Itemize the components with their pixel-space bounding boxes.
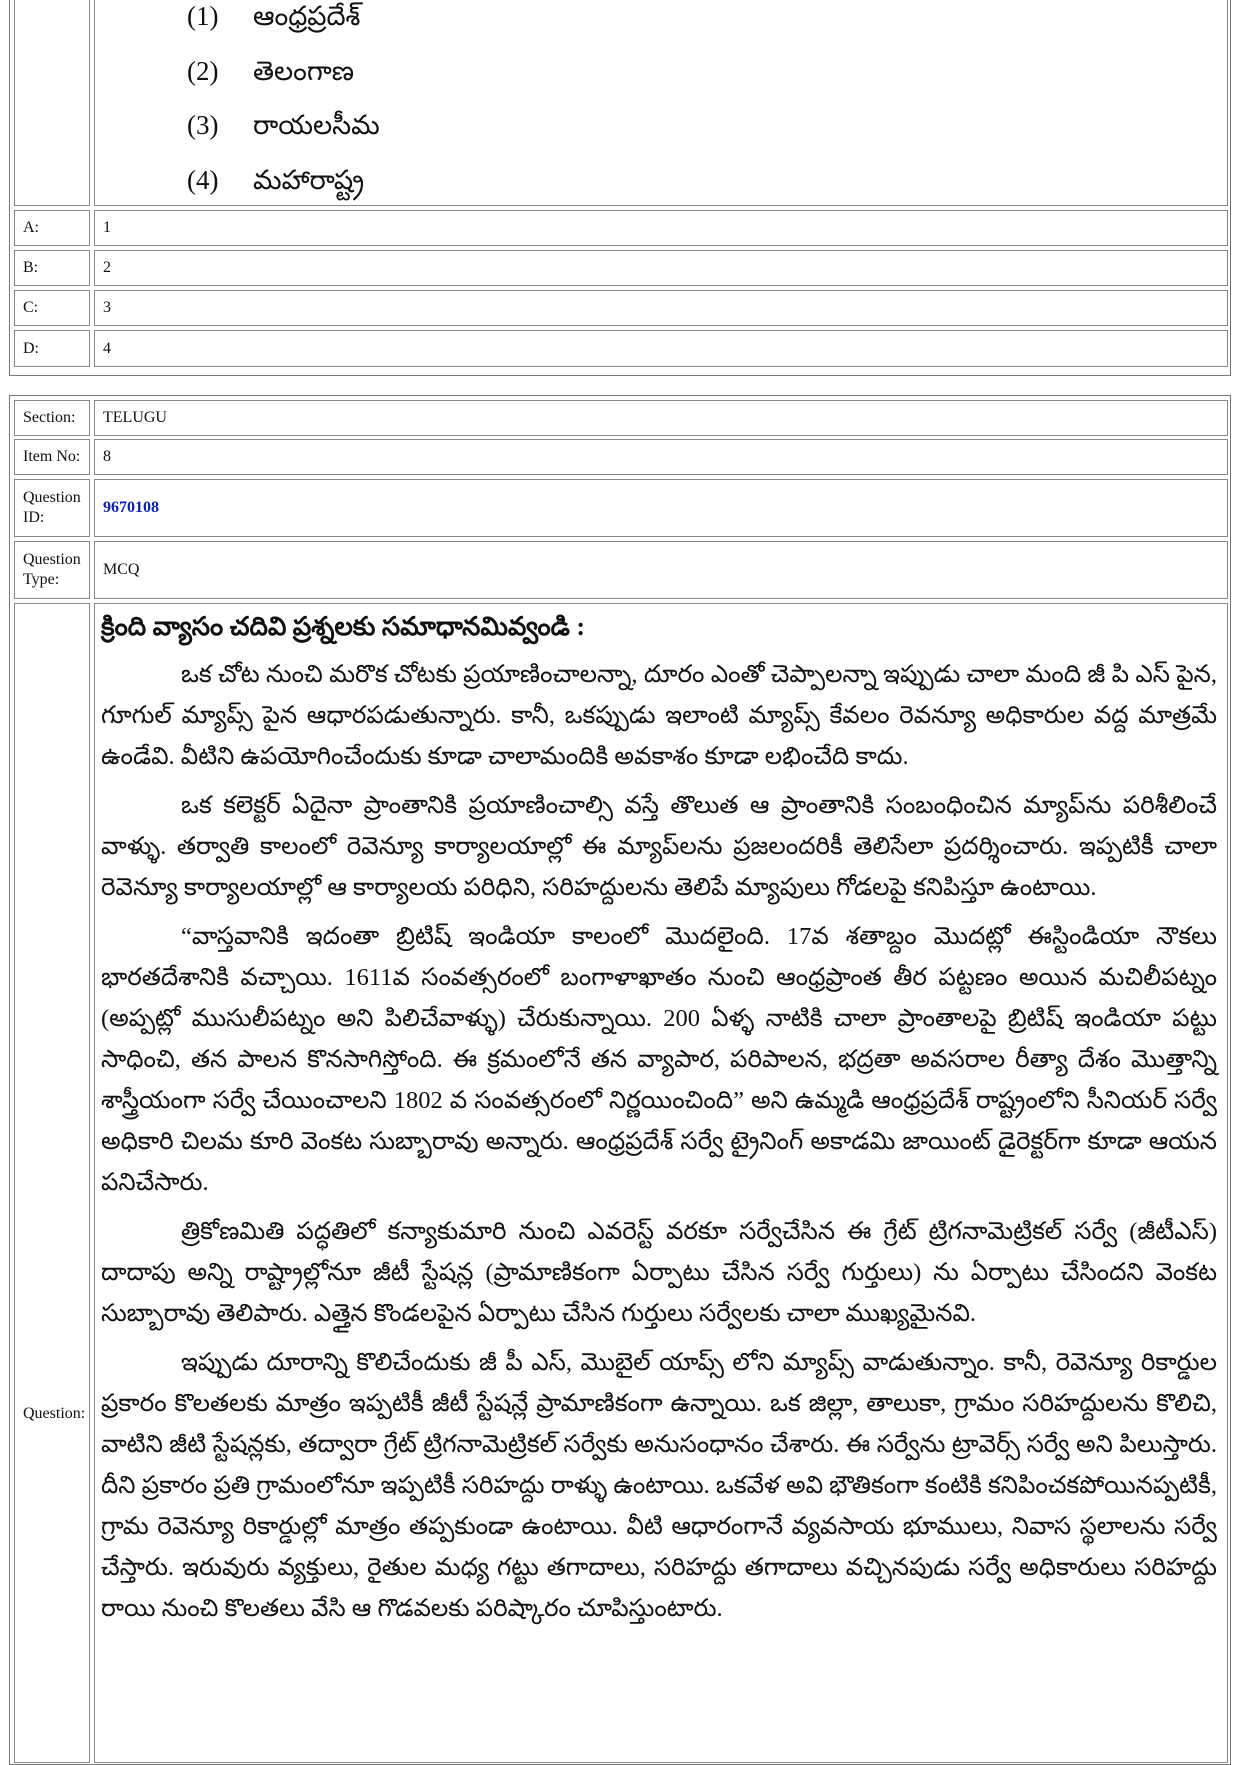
option-number: (3) [187, 110, 219, 140]
option-number: (2) [187, 56, 219, 86]
option-1 [187, 1, 360, 39]
option-number: (1) [187, 1, 219, 31]
option-text: తెలంగాణ [253, 56, 355, 86]
question-label: Question: [14, 603, 90, 1763]
option-text: రాయలసీమ [253, 110, 380, 140]
question-paragraph: ఇప్పుడు దూరాన్ని కొలిచేందుకు జీ పీ ఎస్, మొబైల్ యాప్స్ లోని మ్యాప్స్ వాడుతున్నాం. కానీ, రెవెన్యూ రికార్డుల ప్రకారం కొలతలకు మాత్రం ఇప్పటికీ జీటీ స్టేషన్లే ప్రామాణికంగా ఉన్నాయి. ఒక జిల్లా, తాలుకా, గ్రామం సరిహద్దులను కొలిచి, వాటిని జీటి స్టేషన్లకు, తద్వారా గ్రేట్ ట్రిగనామెట్రికల్ సర్వేకు అనుసంధానం చేశారు. ఈ సర్వేను ట్రావెర్స్ సర్వే అని పిలుస్తారు. దీని ప్రకారం ప్రతి గ్రామంలోనూ ఇప్పటికీ సరిహద్దు రాళ్ళు ఉంటాయి. ఒకవేళ అవి భౌతికంగా కంటికి కనిపించకపోయినప్పటికీ, గ్రామ రెవెన్యూ రికార్డుల్లో మాత్రం తప్పకుండా ఉంటాయి. వీటి ఆధారంగానే వ్యవసాయ భూములు, నివాస స్థలాలను సర్వే చేస్తారు. ఇరువురు వ్యక్తులు, రైతుల మధ్య గట్టు తగాదాలు, సరిహద్దు తగాదాలు వచ్చినపుడు సర్వే అధికారులు సరిహద్దు రాయి నుంచి కొలతలు వేసి ఆ గొడవలకు పరిష్కారం చూపిస్తుంటారు. [101, 1349, 1217, 1622]
answer-value-d: 4 [94, 330, 1228, 367]
question-id-value-cell [94, 479, 1228, 537]
question-id-label [14, 479, 90, 537]
item-no-value: 8 [94, 439, 1228, 475]
question-block [9, 395, 1231, 1765]
question-id-label-line1: Question [23, 489, 81, 506]
answer-label-b: B: [14, 250, 90, 286]
option-text: ఆంధ్రప్రదేశ్ [253, 1, 361, 31]
option-2 [187, 56, 354, 94]
options-label-cell [14, 0, 90, 206]
section-value: TELUGU [94, 400, 1228, 436]
answer-label-c: C: [14, 290, 90, 326]
option-4 [187, 165, 364, 203]
question-paragraph: ఒక చోట నుంచి మరొక చోటకు ప్రయాణించాలన్నా, దూరం ఎంతో చెప్పాలన్నా ఇప్పుడు చాలా మంది జీ పి ఎస్ పైన, గూగుల్ మ్యాప్స్ పైన ఆధారపడుతున్నారు. కానీ, ఒకప్పుడు ఇలాంటి మ్యాప్స్ కేవలం రెవన్యూ అధికారుల వద్ద మాత్రమే ఉండేవి. వీటిని ఉపయోగించేందుకు కూడా చాలామందికి అవకాశం కూడా లభించేది కాదు. [101, 661, 1217, 770]
question-id-label-line2: ID: [23, 509, 45, 526]
question-body [94, 603, 1228, 1763]
question-paragraph: త్రికోణమితి పద్ధతిలో కన్యాకుమారి నుంచి ఎవరెస్ట్ వరకూ సర్వేచేసిన ఈ గ్రేట్ ట్రిగనామెట్రికల్ సర్వే (జీటీఎస్) దాదాపు అన్ని రాష్ట్రాల్లోనూ జీటీ స్టేషన్ల (ప్రామాణికంగా ఏర్పాటు చేసిన సర్వే గుర్తులు) ను ఏర్పాటు చేసిందని వెంకట సుబ్బారావు తెలిపారు. ఎత్తైన కొండలపైన ఏర్పాటు చేసిన గుర్తులు సర్వేలకు చాలా ముఖ్యమైనవి. [101, 1218, 1217, 1327]
question-heading: క్రింది వ్యాసం చదివి ప్రశ్నలకు సమాధానమివ్వండి : [101, 612, 586, 641]
question-id-value: 9670108 [103, 499, 159, 516]
option-3 [187, 110, 380, 148]
option-number: (4) [187, 165, 219, 195]
answer-value-b: 2 [94, 250, 1228, 286]
answer-value-c: 3 [94, 290, 1228, 326]
answer-label-a: A: [14, 210, 90, 246]
question-type-label-line2: Type: [23, 571, 60, 588]
question-type-value: MCQ [94, 541, 1228, 599]
answer-value-a: 1 [94, 210, 1228, 246]
previous-question-block [9, 0, 1231, 376]
question-paragraph: “వాస్తవానికి ఇదంతా బ్రిటిష్ ఇండియా కాలంలో మొదలైంది. 17వ శతాబ్దం మొదట్లో ఈస్టిండియా నౌకలు భారతదేశానికి వచ్చాయి. 1611వ సంవత్సరంలో బంగాళాఖాతం నుంచి ఆంధ్రప్రాంత తీర పట్టణం అయిన మచిలీపట్నం (అప్పట్లో ముసులీపట్నం అని పిలిచేవాళ్ళు) చేరుకున్నాయి. 200 ఏళ్ళ నాటికి చాలా ప్రాంతాలపై బ్రిటిష్ ఇండియా పట్టు సాధించి, తన పాలన కొనసాగిస్తోంది. ఈ క్రమంలోనే తన వ్యాపార, పరిపాలన, భద్రతా అవసరాల రీత్యా దేశం మొత్తాన్ని శాస్త్రీయంగా సర్వే చేయించాలని 1802 వ సంవత్సరంలో నిర్ణయించింది” అని ఉమ్మడి ఆంధ్రప్రదేశ్ రాష్ట్రంలోని సీనియర్ సర్వే అధికారి చిలమ కూరి వెంకట సుబ్బారావు అన్నారు. ఆంధ్రప్రదేశ్ సర్వే ట్రైనింగ్ అకాడమి జాయింట్ డైరెక్టర్‌గా కూడా ఆయన పనిచేసారు. [101, 923, 1217, 1196]
question-type-label-line1: Question [23, 551, 81, 568]
section-label: Section: [14, 400, 90, 436]
question-type-label [14, 541, 90, 599]
answer-label-d: D: [14, 330, 90, 367]
question-paragraph: ఒక కలెక్టర్ ఏదైనా ప్రాంతానికి ప్రయాణించాల్సి వస్తే తొలుత ఆ ప్రాంతానికి సంబంధించిన మ్యాప్‌ను పరిశీలించే వాళ్ళు. తర్వాతి కాలంలో రెవెన్యూ కార్యాలయాల్లో ఈ మ్యాప్‌లను ప్రజలందరికీ తెలిసేలా ప్రదర్శించారు. ఇప్పటికీ చాలా రెవెన్యూ కార్యాలయాల్లో ఆ కార్యాలయ పరిధిని, సరిహద్దులను తెలిపే మ్యాపులు గోడలపై కనిపిస్తూ ఉంటాయి. [101, 792, 1217, 901]
option-text: మహారాష్ట్ర [253, 165, 365, 195]
item-no-label: Item No: [14, 439, 90, 475]
